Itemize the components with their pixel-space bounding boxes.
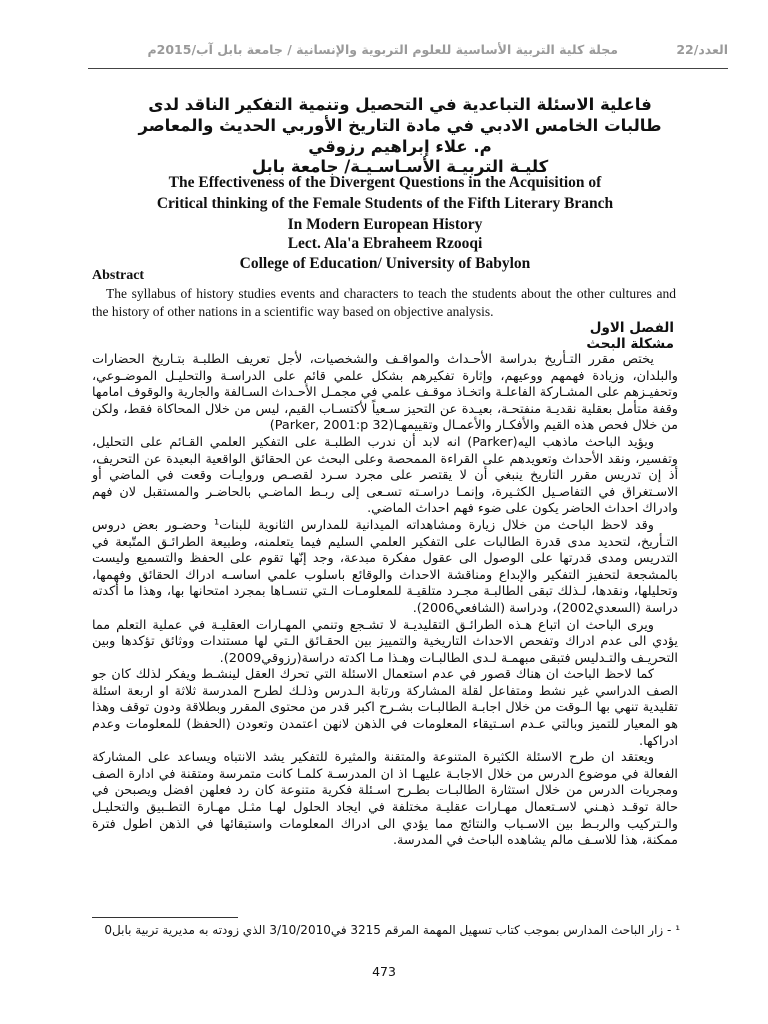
affiliation-en: College of Education/ University of Babylon — [239, 255, 531, 272]
author-en: Lect. Ala'a Ebraheem Rzooqi — [287, 235, 483, 252]
chapter-heading: الفصل الاول — [589, 320, 674, 336]
author-ar: م. علاء إبراهيم رزوقي — [308, 137, 492, 156]
abstract-text: The syllabus of history studies events and characters to teach the students about the other cultures and the history of other nations in a scientific way based on objective analysis. — [92, 286, 676, 319]
body-text — [92, 352, 678, 850]
page-number: 473 — [372, 964, 396, 979]
paragraph: ويعتقد ان طرح الاسئلة الكثيرة المتنوعة والمتقنة والمثيرة للتفكير يشد الانتباه ويساعد على المشاركة الفعالة في موضوع الدرس من خلال الاجابـة عليهـا اذ ان المدرسـة كلمـا كانت متمرسة ومتقنة في ادارة الصف ومجريات الدرس من خلال استثارة الطالبـات بطـرح اسـئلة فكرية متنوعة كان رد فعلهن افضل ويصبحن في حالة توقـد ذهـني لاسـتعمال مهـارات عقليـة مختلفة في ايجاد الحلول لهـا مثـل مهـارة التطـبيق والتحليـل والـتركيب والربـط بين الاسـباب والنتائج مما يؤدي الى ادراك المعلومات واستبقائها في الذهن اطول فترة ممكنة، هذا للاسـف مالم يشاهده الباحث في المدرسة. — [92, 750, 678, 849]
title-en-line-2: Critical thinking of the Female Students of the Fifth Literary Branch — [156, 195, 614, 212]
title-ar-line-1: فاعلية الاسئلة التباعدية في التحصيل وتنمية التفكير الناقد لدى — [148, 95, 652, 114]
section-heading: مشكلة البحث — [586, 336, 674, 352]
affiliation-ar: كليـة التربيـة الأسـاسـيـة/ جامعة بابل — [251, 157, 549, 176]
title-en-line-3: In Modern European History — [287, 216, 483, 233]
abstract-heading: Abstract — [92, 268, 145, 283]
paragraph: كما لاحظ الباحث ان هناك قصور في عدم استعمال الاسئلة التي تحرك العقل لينشـط ويفكر لذلك كان جو الصف الدراسي غير نشط ومتفاعل لقلة المشاركة ورتابة الـدرس وذلـك لطرح المدرسة ثلاثة او اربعة اسئلة تقليدية تنهي بها الـوقت من خلال اجابـة الطالبـات بشـرح اكبر قدر من محتوى المقرر وبطلاقة ودون توقف وهذا هو المعيار للتميز وبالتي عـدم اسـتيقاء المعلومات في الذهن لانهن اعتمدن وتعودن (الحفظ) للمعلومات وعدم ادراكها. — [92, 667, 678, 749]
issue-number: العدد/22 — [676, 42, 728, 57]
paragraph: وقد لاحظ الباحث من خلال زيارة ومشاهداته الميدانية للمدارس الثانوية للبنات¹ وحضـور بعض دروس التـأريخ، لتحديد مدى قدرة الطالبات على التفكير العلمي السليم فيما يتعلمنه، وطبيعة الطرائـق المتّبعة في التدريس ومدى قدرتها على الوصول الى عقول مفكرة مبدعة، وجد إنّها تقوم على الحفظ والتسميع وليست بالمشجعة لتحفيز التفكير والإبداع ومناقشة الاحداث والوقائع باسلوب علمي اساسـه ادراك الحقائق وفهمها، وتحليلها، ونقدها، لـذلك تبقى الطالبـة مجـرد متلقيـة للمعلومـات الـتي تنسـاها بمجرد امتحانها بها، وهذا ما أكدته دراسة (السعدي2002)، ودراسة (الشافعي2006). — [92, 517, 678, 616]
header-rule — [88, 68, 728, 69]
paragraph: ويؤيد الباحث ماذهب اليه(Parker) انه لابد أن ندرب الطلبـة على التفكير العلمي القـائم على التحليل، وتفسير، ونقد الأحداث وتعويدهم على القراءة الممحصة وعلى البحث عن الحقائق الواقعية البعيدة عن التحريف، أذ إن تدريس مقرر التاريخ ينبغي أن لا يقتصر على مجرد سـرد لقصـص وروايـات وقعت في الماضي أو الاسـتغراق في التفاصـيل الكثـيرة، وإنمـا دراسـته تسـعى إلى ربـط الماضـي بالحاضـر والمستقبل لان فهم وادراك احداث الحاضر يكون على ضوء فهم احداث الماضي. — [92, 434, 678, 517]
journal-name: مجلة كلية التربية الأساسية للعلوم التربوية والإنسانية / جامعة بابل آب/2015م — [147, 42, 618, 57]
title-ar-line-2: طالبات الخامس الادبي في مادة التاريخ الأوربي الحديث والمعاصر — [138, 116, 662, 135]
paragraph: ويرى الباحث ان اتباع هـذه الطرائـق التقليديـة لا تشـجع وتنمي المهـارات العقليـة في عملية التعلم مما يؤدي الى عدم ادراك وتفحص الاحداث التاريخية والتمييز بين الحقـائق الـتي لها مستندات ووثائق تؤكدها وبين التحريـف والتـدليس فتبقى مبهمـة لـدى الطالبـات وهـذا مـا اكدته دراسة(رزوقي2009). — [92, 617, 678, 666]
title-en-line-1: The Effectiveness of the Divergent Questions in the Acquisition of — [168, 174, 602, 191]
footnote: ¹ - زار الباحث المدارس بموجب كتاب تسهيل المهمة المرقم 3215 في3/10/2010 الذي زودته به مديرية تربية بابل0 — [104, 923, 680, 937]
paragraph: يختص مقرر التـأريخ بدراسة الأحـداث والمواقـف والشخصيات، لأجل تعريف الطلبـة بتـاريخ الحضارات والبلدان، وزيادة فهمهم ووعيهم، وإثارة تفكيرهم بشكل علمي قائم على الدراسـة والتحليـل الموضـوعي، وتحفيـزهم على المشـاركة الفاعلـة واتخـاذ موقـف علمي في مجمـل الأحـداث السـالفة والجارية والوقوف امامها وقفة متأمل بعقلية نقديـة منفتحـة، بعيـدة عن التحيز سـعياً لأكتسـاب القيم، ليس من خلال المحاكاة فقط، ولكن من خلال فحص هذه القيم والأفكـار والأعمـال وتقييمهـا(Parker, 2001:p 32) — [92, 352, 678, 434]
footnote-rule — [92, 917, 238, 918]
running-header — [88, 40, 728, 74]
